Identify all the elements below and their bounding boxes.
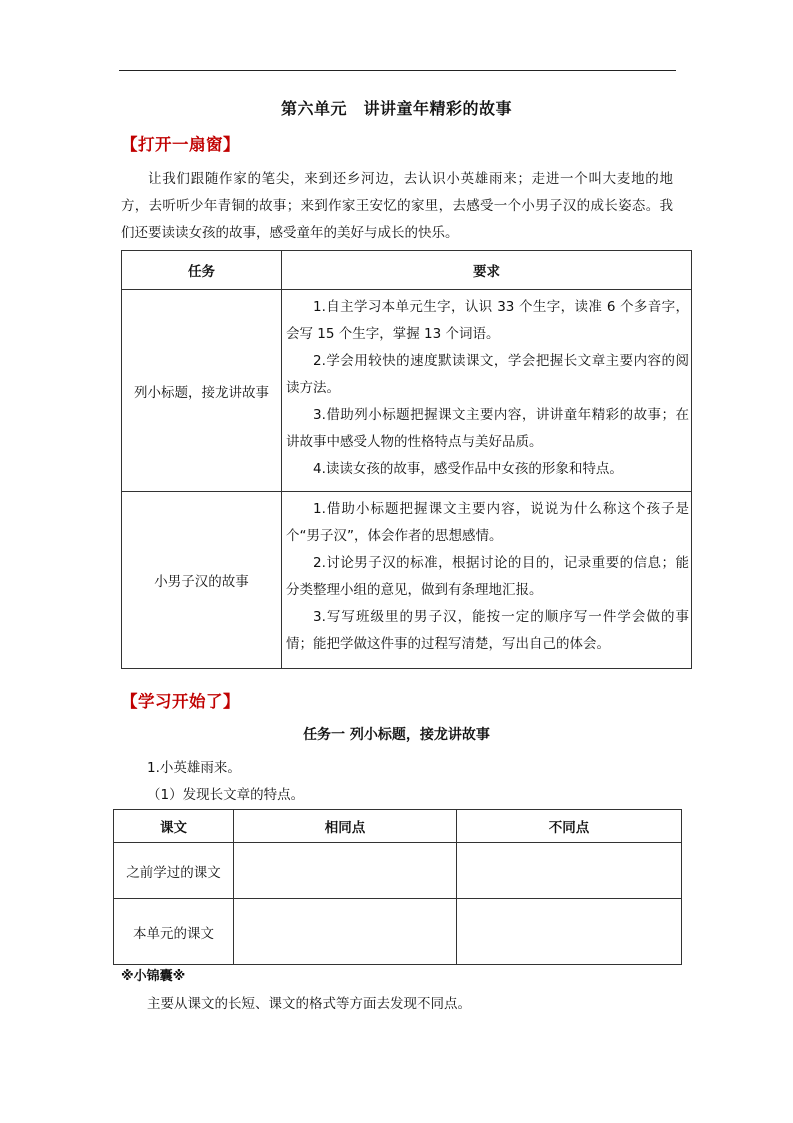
header-requirements: 要求 bbox=[282, 251, 692, 290]
requirement-item: 1.自主学习本单元生字，认识 33 个生字，读准 6 个多音字，会写 15 个生字，掌握 13 个词语。 bbox=[286, 299, 689, 342]
requirement-item: 3.借助列小标题把握课文主要内容，讲讲童年精彩的故事；在讲故事中感受人物的性格特点与美好品质。 bbox=[286, 407, 689, 450]
tip-text: 主要从课文的长短、课文的格式等方面去发现不同点。 bbox=[147, 996, 471, 1012]
task-name: 小男子汉的故事 bbox=[122, 492, 282, 669]
header-rule bbox=[119, 70, 676, 71]
table-header-row bbox=[122, 251, 692, 290]
page-title: 第六单元 讲讲童年精彩的故事 bbox=[280, 99, 512, 118]
requirement-item: 2.学会用较快的速度默读课文，学会把握长文章主要内容的阅读方法。 bbox=[286, 353, 689, 396]
task-one-title: 任务一 列小标题，接龙讲故事 bbox=[303, 727, 490, 743]
answer-cell-same[interactable] bbox=[234, 899, 457, 965]
row-label: 本单元的课文 bbox=[114, 899, 234, 965]
item-1: 1.小英雄雨来。 bbox=[147, 760, 241, 776]
intro-paragraph: 让我们跟随作家的笔尖，来到还乡河边，去认识小英雄雨来；走进一个叫大麦地的地方，去听听少年青铜的故事；来到作家王安忆的家里，去感受一个小男子汉的成长姿态。我们还要读读女孩的故事，感受童年的美好与成长的快乐。 bbox=[121, 171, 673, 241]
header-diff: 不同点 bbox=[457, 810, 682, 843]
header-text: 课文 bbox=[114, 810, 234, 843]
requirements-cell bbox=[282, 290, 692, 492]
section-heading-open-window: 【打开一扇窗】 bbox=[121, 135, 240, 154]
table-row bbox=[114, 899, 682, 965]
requirement-item: 2.讨论男子汉的标准，根据讨论的目的，记录重要的信息；能分类整理小组的意见，做到有条理地汇报。 bbox=[286, 555, 689, 598]
answer-cell-same[interactable] bbox=[234, 843, 457, 899]
requirements-cell bbox=[282, 492, 692, 669]
row-label: 之前学过的课文 bbox=[114, 843, 234, 899]
table-header-row bbox=[114, 810, 682, 843]
table-row bbox=[122, 492, 692, 669]
section-heading-learning-begins: 【学习开始了】 bbox=[121, 692, 240, 711]
table-row bbox=[122, 290, 692, 492]
header-same: 相同点 bbox=[234, 810, 457, 843]
task-requirements-table bbox=[121, 250, 692, 669]
task-name: 列小标题，接龙讲故事 bbox=[122, 290, 282, 492]
table-row bbox=[114, 843, 682, 899]
answer-cell-diff[interactable] bbox=[457, 843, 682, 899]
requirement-item: 3.写写班级里的男子汉，能按一定的顺序写一件学会做的事情；能把学做这件事的过程写清楚，写出自己的体会。 bbox=[286, 609, 689, 652]
answer-cell-diff[interactable] bbox=[457, 899, 682, 965]
requirement-item: 1.借助小标题把握课文主要内容，说说为什么称这个孩子是个“男子汉”，体会作者的思想感情。 bbox=[286, 501, 689, 544]
header-task: 任务 bbox=[122, 251, 282, 290]
compare-table bbox=[113, 809, 682, 965]
requirement-item: 4.读读女孩的故事，感受作品中女孩的形象和特点。 bbox=[313, 461, 623, 477]
item-1-sub: （1）发现长文章的特点。 bbox=[147, 787, 305, 803]
tip-heading: ※小锦囊※ bbox=[121, 969, 186, 984]
